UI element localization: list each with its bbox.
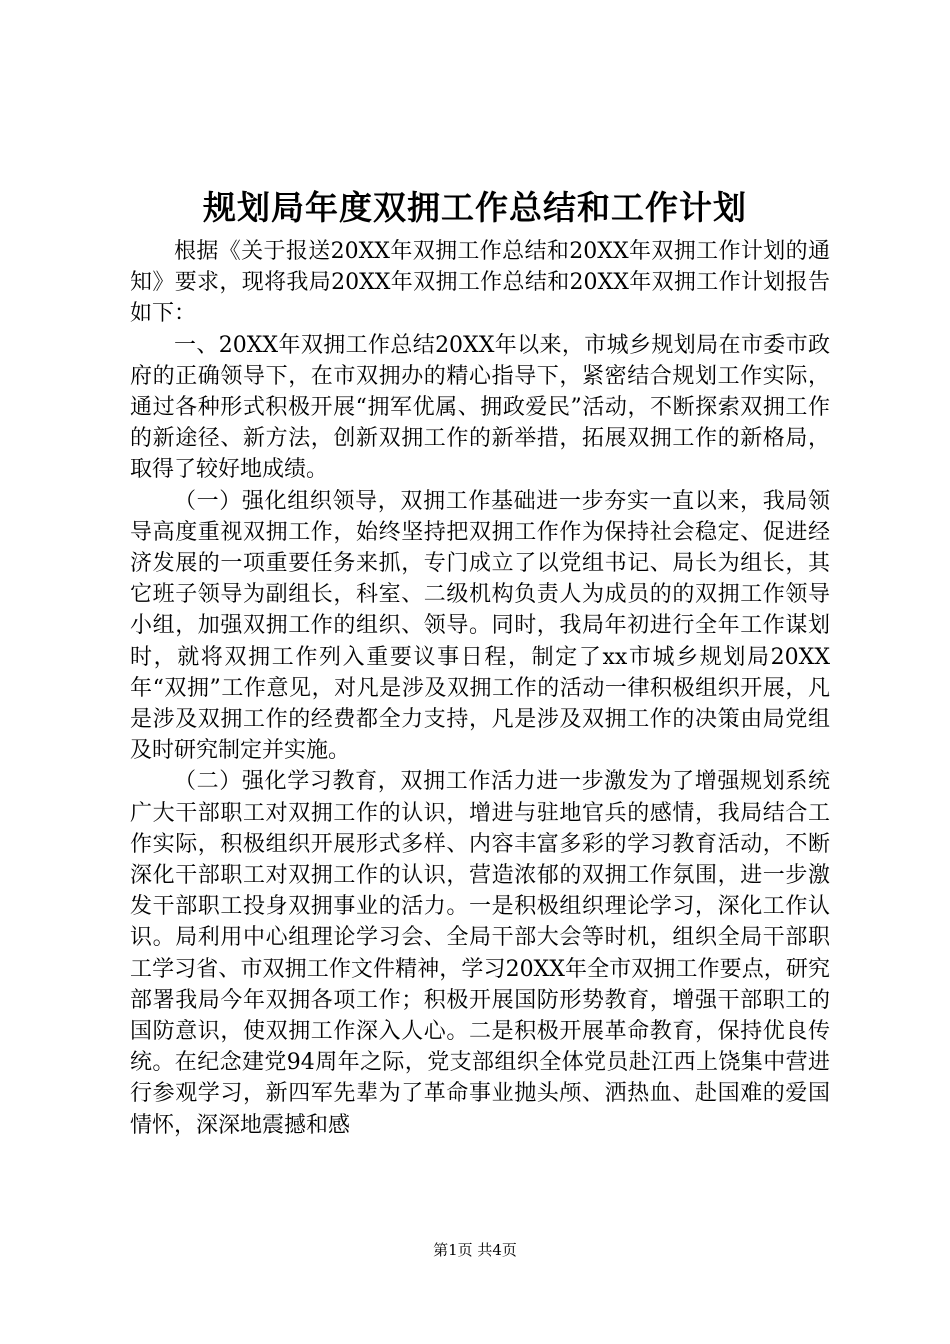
page-footer: 第1页 共4页 [433, 1241, 517, 1259]
paragraph-summary: 一、20XX年双拥工作总结20XX年以来，市城乡规划局在市委市政府的正确领导下，在市双拥办的精心指导下，紧密结合规划工作实际，通过各种形式积极开展“拥军优属、拥政爱民”活动，不断探索双拥工作的新途径、新方法，创新双拥工作的新举措，拓展双拥工作的新格局，取得了较好地成绩。 [130, 332, 830, 483]
paragraph-education: （二）强化学习教育，双拥工作活力进一步激发为了增强规划系统广大干部职工对双拥工作的认识，增进与驻地官兵的感情，我局结合工作实际，积极组织开展形式多样、内容丰富多彩的学习教育活动，不断深化干部职工对双拥工作的认识，营造浓郁的双拥工作氛围，进一步激发干部职工投身双拥事业的活力。一是积极组织理论学习，深化工作认识。局利用中心组理论学习会、全局干部大会等时机，组织全局干部职工学习省、市双拥工作文件精神，学习20XX年全市双拥工作要点，研究部署我局今年双拥各项工作；积极开展国防形势教育，增强干部职工的国防意识，使双拥工作深入人心。二是积极开展革命教育，保持优良传统。在纪念建党94周年之际，党支部组织全体党员赴江西上饶集中营进行参观学习，新四军先辈为了革命事业抛头颅、洒热血、赴国难的爱国情怀，深深地震撼和感 [130, 769, 830, 1138]
paragraph-intro: 根据《关于报送20XX年双拥工作总结和20XX年双拥工作计划的通知》要求，现将我局20XX年双拥工作总结和20XX年双拥工作计划报告如下： [130, 239, 830, 327]
document-title: 规划局年度双拥工作总结和工作计划 [203, 188, 747, 227]
paragraph-organization: （一）强化组织领导，双拥工作基础进一步夯实一直以来，我局领导高度重视双拥工作，始终坚持把双拥工作作为保持社会稳定、促进经济发展的一项重要任务来抓，专门成立了以党组书记、局长为组长，其它班子领导为副组长，科室、二级机构负责人为成员的的双拥工作领导小组，加强双拥工作的组织、领导。同时，我局年初进行全年工作谋划时，就将双拥工作列入重要议事日程，制定了xx市城乡规划局20XX年“双拥”工作意见，对凡是涉及双拥工作的活动一律积极组织开展，凡是涉及双拥工作的经费都全力支持，凡是涉及双拥工作的决策由局党组及时研究制定并实施。 [130, 488, 830, 764]
document-body [130, 236, 830, 1141]
